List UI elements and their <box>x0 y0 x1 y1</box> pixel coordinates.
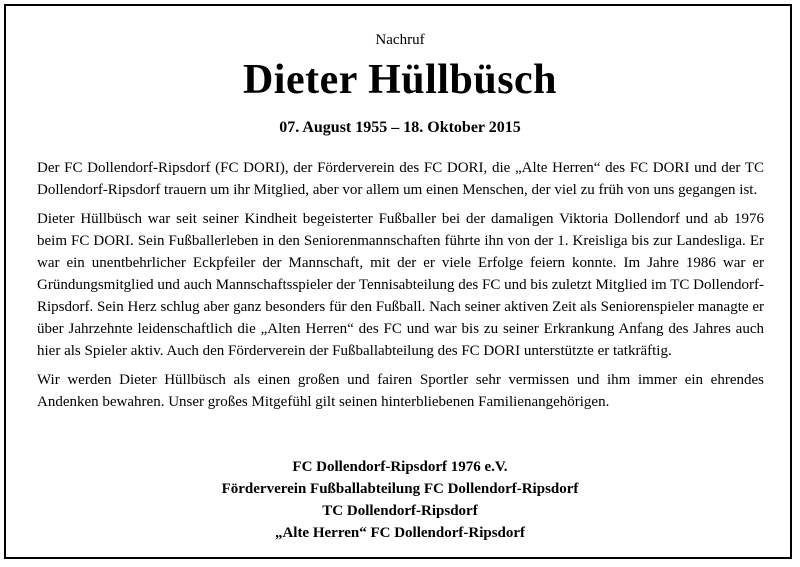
notice-body <box>37 157 764 420</box>
paragraph-biography: Dieter Hüllbüsch war seit seiner Kindheit begeisterter Fußballer bei der damaligen Viktoria Dollendorf und ab 1976 beim FC DORI. Sein Fußballerleben in den Seniorenmannschaften führte ihn von der 1. Kreisliga bis zur Landesliga. Er war ein unentbehrlicher Eckpfeiler der Mannschaft, mit der er viele Erfolge feiern konnte. Im Jahre 1986 war er Gründungsmitglied und auch Mannschaftsspieler der Tennisabteilung des FC und bis zuletzt Mitglied im TC Dollendorf-Ripsdorf. Sein Herz schlug aber ganz besonders für den Fußball. Nach seiner aktiven Zeit als Seniorenspieler managte er über Jahrzehnte leidenschaftlich die „Alten Herren“ des FC und war bis zu seiner Erkrankung Anfang des Jahres auch hier als Spieler aktiv. Auch den Förderverein der Fußballabteilung des FC DORI unterstützte er tatkräftig. <box>37 211 764 359</box>
signature-tennis-club: TC Dollendorf-Ripsdorf <box>322 503 478 519</box>
paragraph-farewell: Wir werden Dieter Hüllbüsch als einen großen und fairen Sportler sehr vermissen und ihm immer ein ehrendes Andenken bewahren. Unser großes Mitgefühl gilt seinen hinterbliebenen Familienangehörigen. <box>37 372 764 410</box>
notice-label: Nachruf <box>375 32 425 48</box>
deceased-name: Dieter Hüllbüsch <box>242 57 558 103</box>
signature-foerderverein: Förderverein Fußballabteilung FC Dollendorf-Ripsdorf <box>221 481 579 497</box>
life-dates: 07. August 1955 – 18. Oktober 2015 <box>279 119 521 136</box>
signature-block <box>0 456 800 544</box>
signature-club: FC Dollendorf-Ripsdorf 1976 e.V. <box>292 459 508 475</box>
signature-alte-herren: „Alte Herren“ FC Dollendorf-Ripsdorf <box>274 525 526 541</box>
paragraph-intro: Der FC Dollendorf-Ripsdorf (FC DORI), der Förderverein des FC DORI, die „Alte Herren“ des FC DORI und der TC Dollendorf-Ripsdorf trauern um ihr Mitglied, aber vor allem um einen Menschen, der viel zu früh von uns gegangen ist. <box>37 160 764 198</box>
